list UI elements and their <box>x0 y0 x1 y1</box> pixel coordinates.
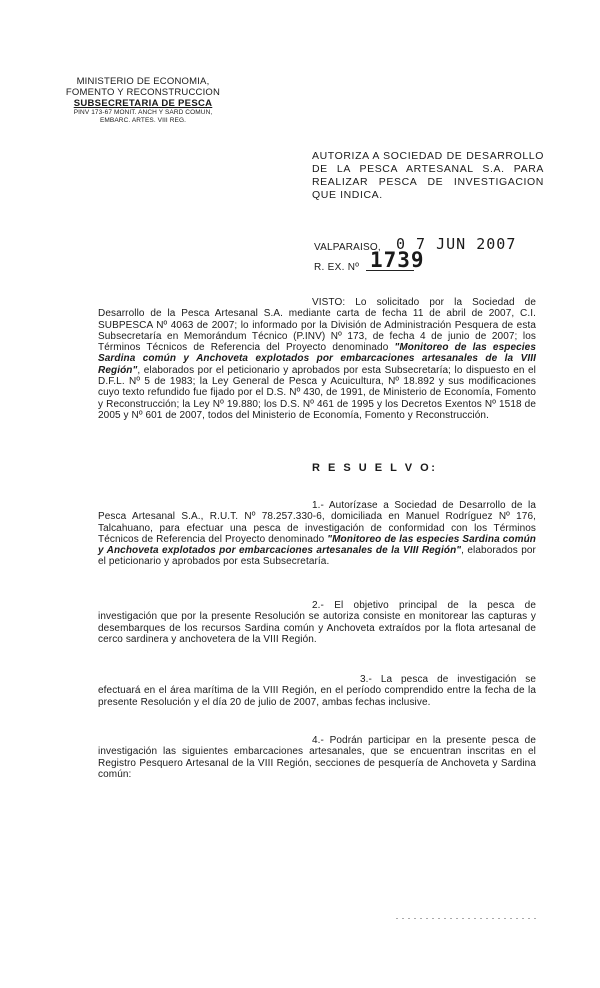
header-file-code-2: EMBARC. ARTES. VIII REG. <box>99 117 187 124</box>
article-1-text-a: 1.- Autorízase a Sociedad de Desarrollo de la Pesca Artesanal S.A., R.U.T. Nº 78.257.330-6, domiciliada en Manuel Rodríguez Nº 176, Talcahuano, para efectuar una pesca de investigación de conformidad con los Términos Técnicos de Referencia del Proyecto denominado <box>98 500 536 545</box>
place-label: VALPARAISO, <box>314 242 381 253</box>
article-1-project-title: "Monitoreo de las especies Sardina común y Anchoveta explotados por embarcaciones artesanales de la VIII Región" <box>98 533 536 557</box>
article-4 <box>98 735 536 780</box>
header-file-code: PINV 173-67 MONIT. ANCH Y SARD COMUN, <box>73 109 213 116</box>
header-subsecretaria: SUBSECRETARIA DE PESCA <box>73 98 213 109</box>
visto-text-c: , elaborados por el peticionario y aprobados por esta Subsecretaría; lo dispuesto en el D.F.L. Nº 5 de 1983; la Ley General de Pesca y Acuicultura, Nº 18.892 y sus modificaciones cuyo texto refundido fue fijado por el D.S. Nº 430, de 1991, de Ministerio de Economía, Fomento y Reconstrucción; la Ley Nº 19.880; los D.S. Nº 461 de 1995 y los Decretos Exentos Nº 1518 de 2005 y Nº 601 de 2007, todos del Ministerio de Economía, Fomento y Reconstrucción. <box>98 364 536 421</box>
visto-text-a: Lo solicitado por la Sociedad de Desarrollo de la Pesca Artesanal S.A. mediante carta de fecha 11 de abril de 2007, C.I. SUBPESCA Nº 4063 de 2007; lo informado por la División de Administración Pesquera de esta Subsecretaría en Memorándum Técnico (P.INV) Nº 173, de fecha 4 de junio de 2007; los Términos Técnicos de Referencia del Proyecto denominado <box>98 297 536 354</box>
rex-number-underline <box>366 270 414 271</box>
article-2-text: 2.- El objetivo principal de la pesca de investigación que por la presente Resolución se autoriza consiste en monitorear las capturas y desembarques de los recursos Sardina común y Anchoveta extraídos por la flota artesanal de cerco sardinera y anchovetera de la VIII Región. <box>98 600 536 645</box>
article-1 <box>98 500 536 568</box>
ministry-header <box>28 76 258 125</box>
scan-speckle <box>396 918 536 919</box>
article-3 <box>98 674 536 708</box>
date-stamp: 0 7 JUN 2007 <box>396 235 517 253</box>
rex-number: 1739 <box>370 248 425 272</box>
article-2 <box>98 600 536 645</box>
article-4-text: 4.- Podrán participar en la presente pesca de investigación las siguientes embarcaciones artesanales, que se encuentran inscritas en el Registro Pesquero Artesanal de la VIII Región, secciones de pesquería de Anchoveta y Sardina común: <box>98 735 536 780</box>
visto-label: VISTO: <box>312 297 346 308</box>
article-3-text: 3.- La pesca de investigación se efectuará en el área marítima de la VIII Región, en el período comprendido entre la fecha de la presente Resolución y el día 20 de julio de 2007, ambas fechas inclusive. <box>98 674 536 708</box>
visto-project-title: "Monitoreo de las especies Sardina común y Anchoveta explotados por embarcaciones artesanales de la VIII Región" <box>98 342 536 376</box>
visto-paragraph <box>98 297 536 421</box>
reference-summary: AUTORIZA A SOCIEDAD DE DESARROLLO DE LA PESCA ARTESANAL S.A. PARA REALIZAR PESCA DE INVESTIGACION QUE INDICA. <box>312 150 544 201</box>
article-1-text-c: , elaborados por el peticionario y aprobados por esta Subsecretaría. <box>98 545 536 568</box>
resuelvo-heading: R E S U E L V O: <box>312 462 438 474</box>
rex-label: R. EX. Nº <box>314 262 360 273</box>
header-ministry-sub: FOMENTO Y RECONSTRUCCION <box>65 87 221 98</box>
header-ministry: MINISTERIO DE ECONOMIA, <box>76 76 210 87</box>
